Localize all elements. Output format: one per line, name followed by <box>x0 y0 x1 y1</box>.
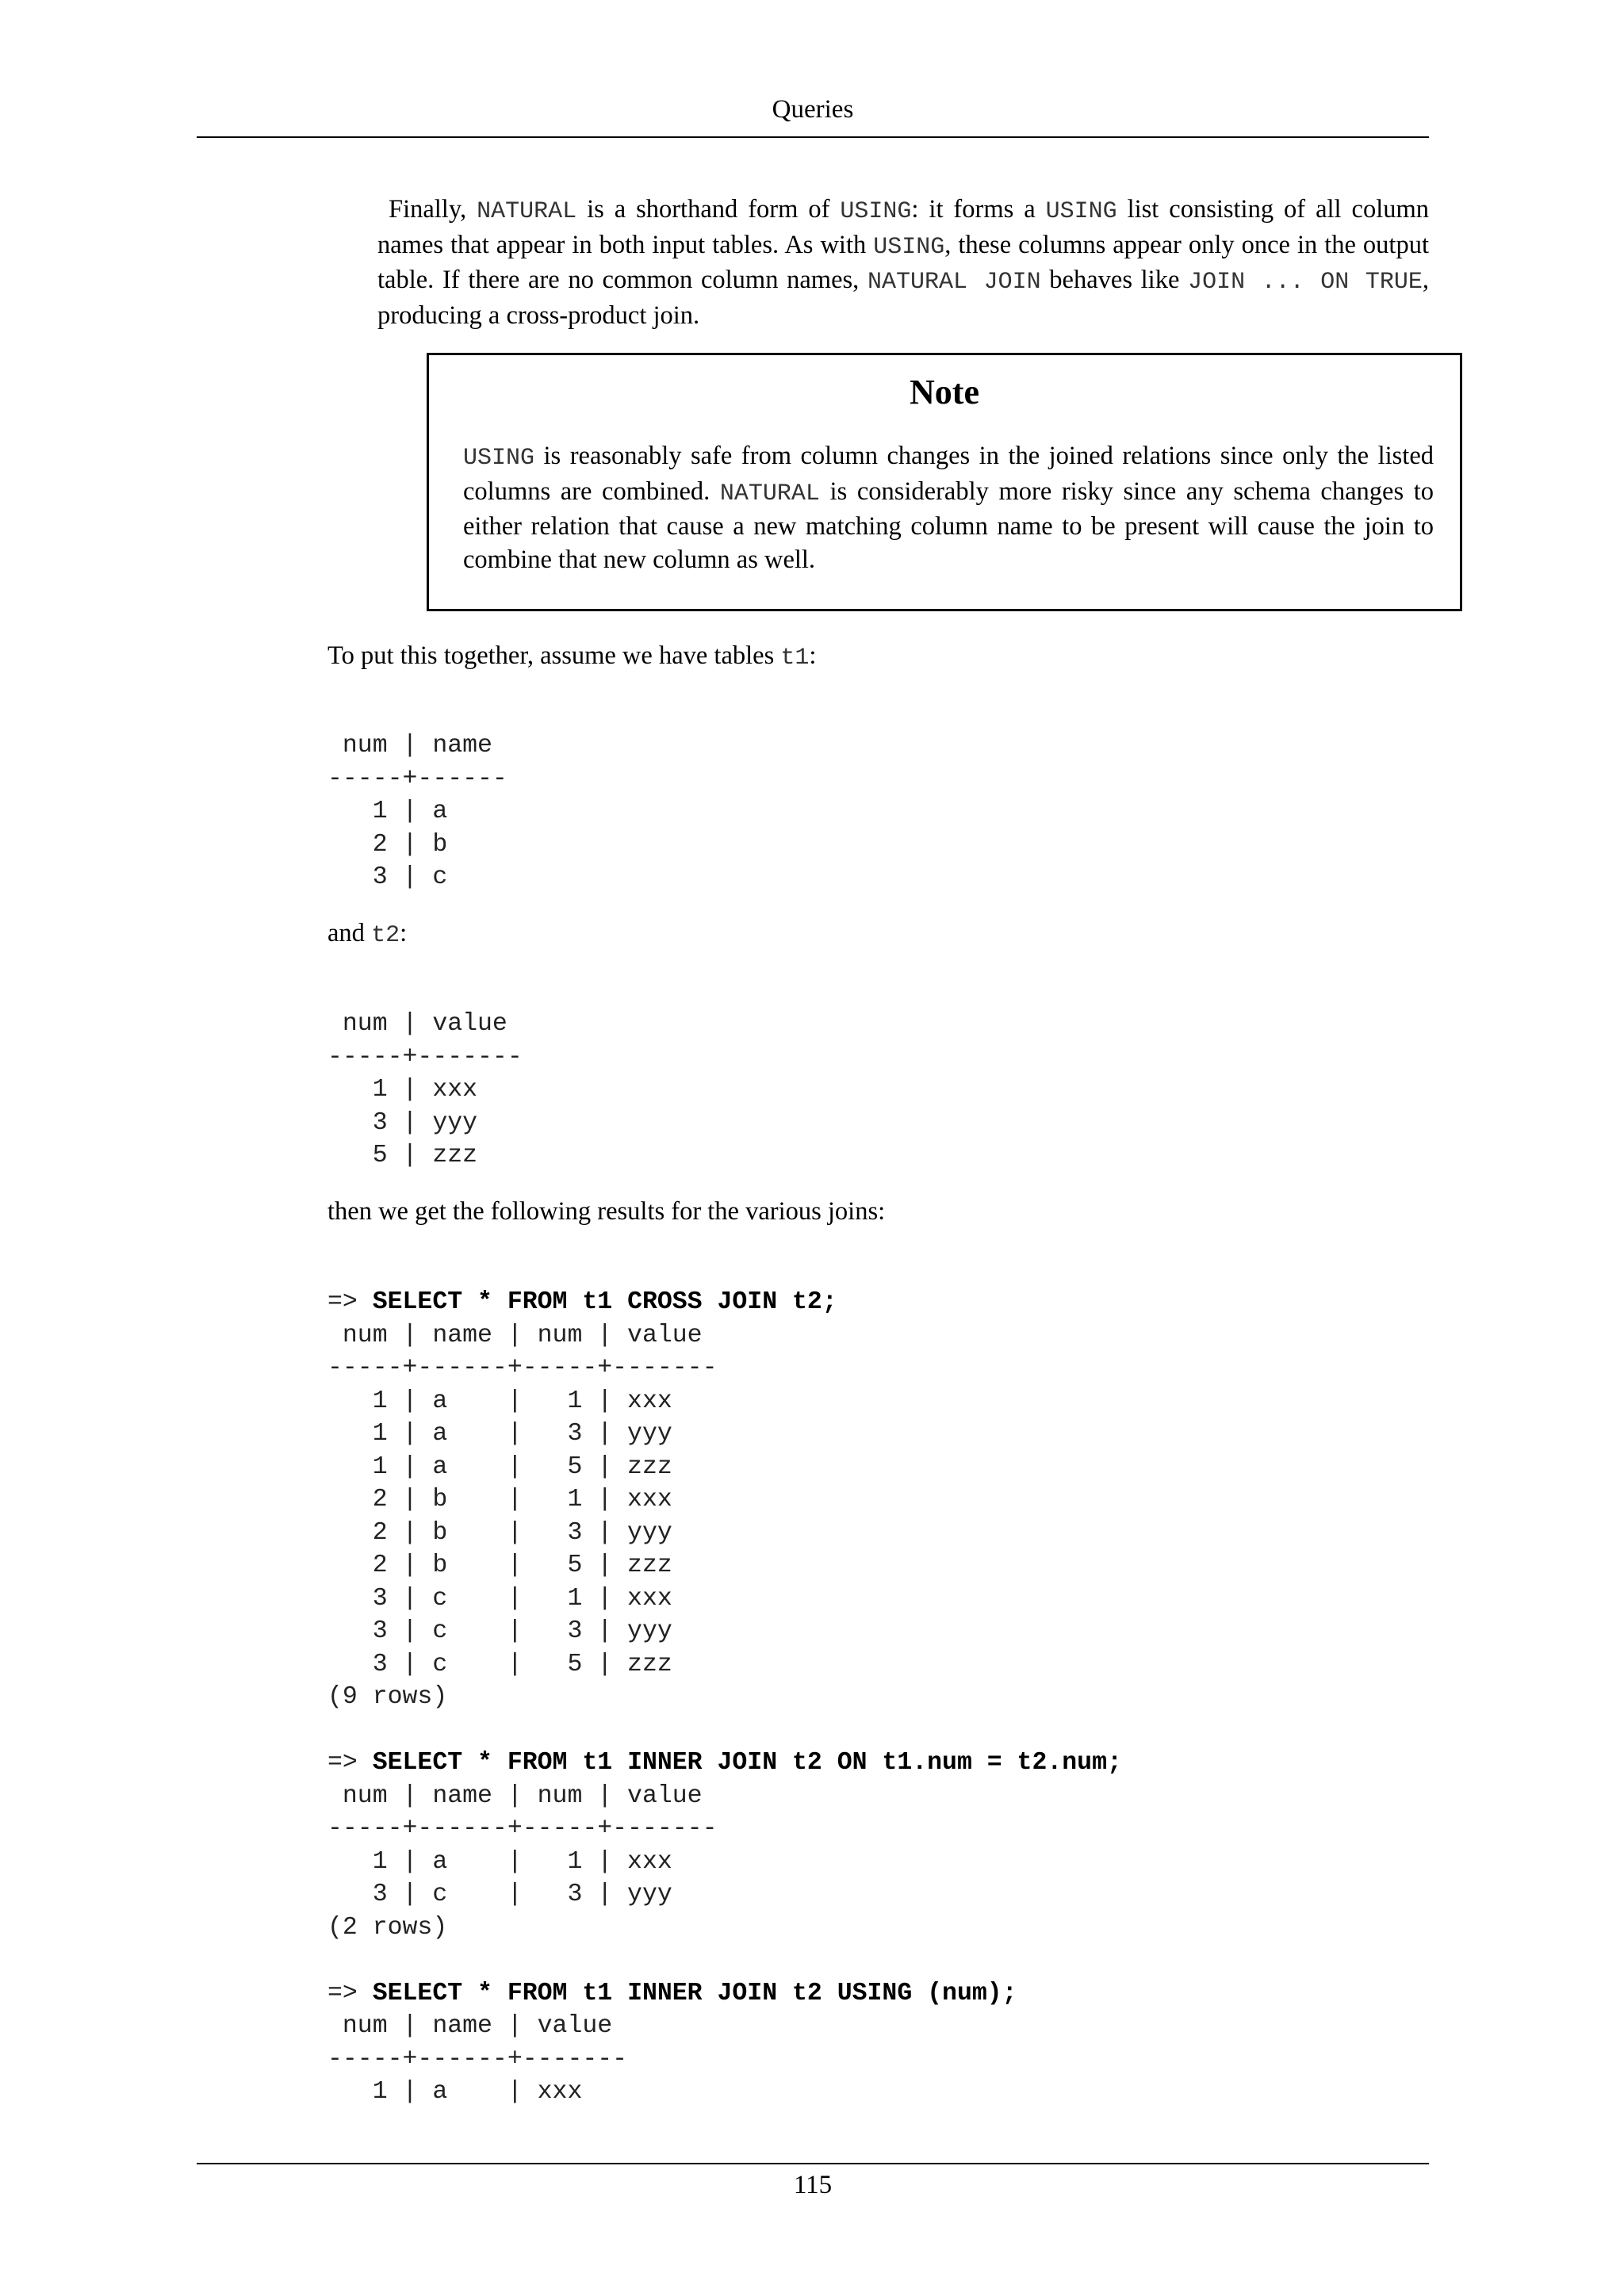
output-line: 1 | a | 1 | xxx <box>327 1847 672 1876</box>
command-line <box>327 1747 1122 1780</box>
output-line: -----+------- <box>327 1043 523 1071</box>
inline-code: USING <box>840 198 912 225</box>
paragraph-t1-intro <box>327 640 1438 675</box>
output-line: 3 | c | 1 | xxx <box>327 1584 672 1613</box>
output-line: 1 | xxx <box>327 1076 478 1104</box>
inline-code: t2 <box>371 922 400 949</box>
output-line: num | name | value <box>327 2012 613 2040</box>
text-run: : <box>400 919 408 947</box>
paragraph-t2-intro <box>327 917 1438 953</box>
output-line: 2 | b | 5 | zzz <box>327 1552 672 1579</box>
inline-code: USING <box>873 233 945 261</box>
text-run: Finally, <box>389 195 477 224</box>
table-t1-listing <box>327 729 508 894</box>
inline-code: NATURAL <box>719 480 820 507</box>
output-line: num | name | num | value <box>327 1781 703 1810</box>
header-rule <box>197 136 1429 138</box>
inline-code: NATURAL <box>477 198 577 225</box>
output-line <box>327 1714 1122 1747</box>
output-line: 5 | zzz <box>327 1142 478 1169</box>
inline-code: NATURAL JOIN <box>867 269 1041 296</box>
text-run: and <box>327 919 372 947</box>
text-run: is reasonably safe from column changes in the joined relations since only the listed columns are combined. <box>463 442 1434 506</box>
text-run: is considerably more risky since any schema changes to either relation that cause a new matching column name to be present will cause the join to combine that new column as well. <box>463 476 1434 574</box>
prompt: => <box>327 1979 373 2007</box>
sql-command: SELECT * FROM t1 CROSS JOIN t2; <box>372 1288 837 1316</box>
output-line: 2 | b <box>327 830 448 859</box>
page-number: 115 <box>793 2171 833 2199</box>
output-line: 1 | a | 1 | xxx <box>327 1387 672 1415</box>
inline-code: USING <box>463 445 535 472</box>
output-line: 3 | c | 3 | yyy <box>327 1617 672 1645</box>
prompt: => <box>327 1288 373 1316</box>
output-line: 1 | a <box>327 798 448 825</box>
intro-paragraph <box>377 193 1429 332</box>
text-run: , producing a cross-product join. <box>377 266 1429 330</box>
output-line: 3 | c | 3 | yyy <box>327 1881 672 1908</box>
note-title: Note <box>910 373 979 411</box>
running-header: Queries <box>772 95 854 124</box>
text-run: then we get the following results for the various joins: <box>327 1197 886 1226</box>
inline-code: USING <box>1045 198 1117 225</box>
text-run: : <box>809 641 817 670</box>
output-line: 3 | yyy <box>327 1108 478 1137</box>
output-line: num | value <box>327 1010 508 1038</box>
output-line: 1 | a | 5 | zzz <box>327 1452 672 1481</box>
note-box <box>427 353 1462 611</box>
prompt: => <box>327 1749 373 1777</box>
output-line: 3 | c | 5 | zzz <box>327 1650 672 1678</box>
output-line: -----+------+-----+------- <box>327 1354 718 1382</box>
output-line: num | name | num | value <box>327 1321 703 1349</box>
output-line: -----+------ <box>327 764 508 793</box>
text-run: list consisting of all column names that appear in both input tables. As with <box>377 195 1430 259</box>
output-line: -----+------+-----+------- <box>327 1815 718 1843</box>
sql-command: SELECT * FROM t1 INNER JOIN t2 ON t1.num = t2.num; <box>372 1749 1122 1777</box>
output-line: (2 rows) <box>327 1913 448 1942</box>
output-line: num | name <box>327 732 492 760</box>
note-body <box>463 440 1434 576</box>
output-line: 3 | c <box>327 863 448 891</box>
command-line <box>327 1977 1122 2011</box>
output-line <box>327 1944 1122 1977</box>
inline-code: t1 <box>780 645 810 672</box>
sql-command: SELECT * FROM t1 INNER JOIN t2 USING (num); <box>372 1979 1017 2007</box>
paragraph-results-intro <box>327 1196 1438 1229</box>
table-t2-listing <box>327 1008 523 1173</box>
text-run: To put this together, assume we have tables <box>327 641 781 670</box>
text-run: : it forms a <box>911 195 1046 224</box>
footer-rule <box>197 2163 1429 2164</box>
join-results-listing <box>327 1286 1122 2109</box>
output-line: (9 rows) <box>327 1683 448 1711</box>
output-line: 2 | b | 3 | yyy <box>327 1518 672 1547</box>
output-line: -----+------+------- <box>327 2045 628 2073</box>
command-line <box>327 1286 1122 1319</box>
output-line: 1 | a | 3 | yyy <box>327 1420 672 1448</box>
inline-code: JOIN ... ON TRUE <box>1188 269 1423 296</box>
text-run: behaves like <box>1040 266 1189 294</box>
text-run: is a shorthand form of <box>576 195 841 224</box>
text-run: , these columns appear only once in the output table. If there are no common column names, <box>377 230 1429 294</box>
output-line: 2 | b | 1 | xxx <box>327 1486 672 1513</box>
output-line: 1 | a | xxx <box>327 2078 583 2106</box>
